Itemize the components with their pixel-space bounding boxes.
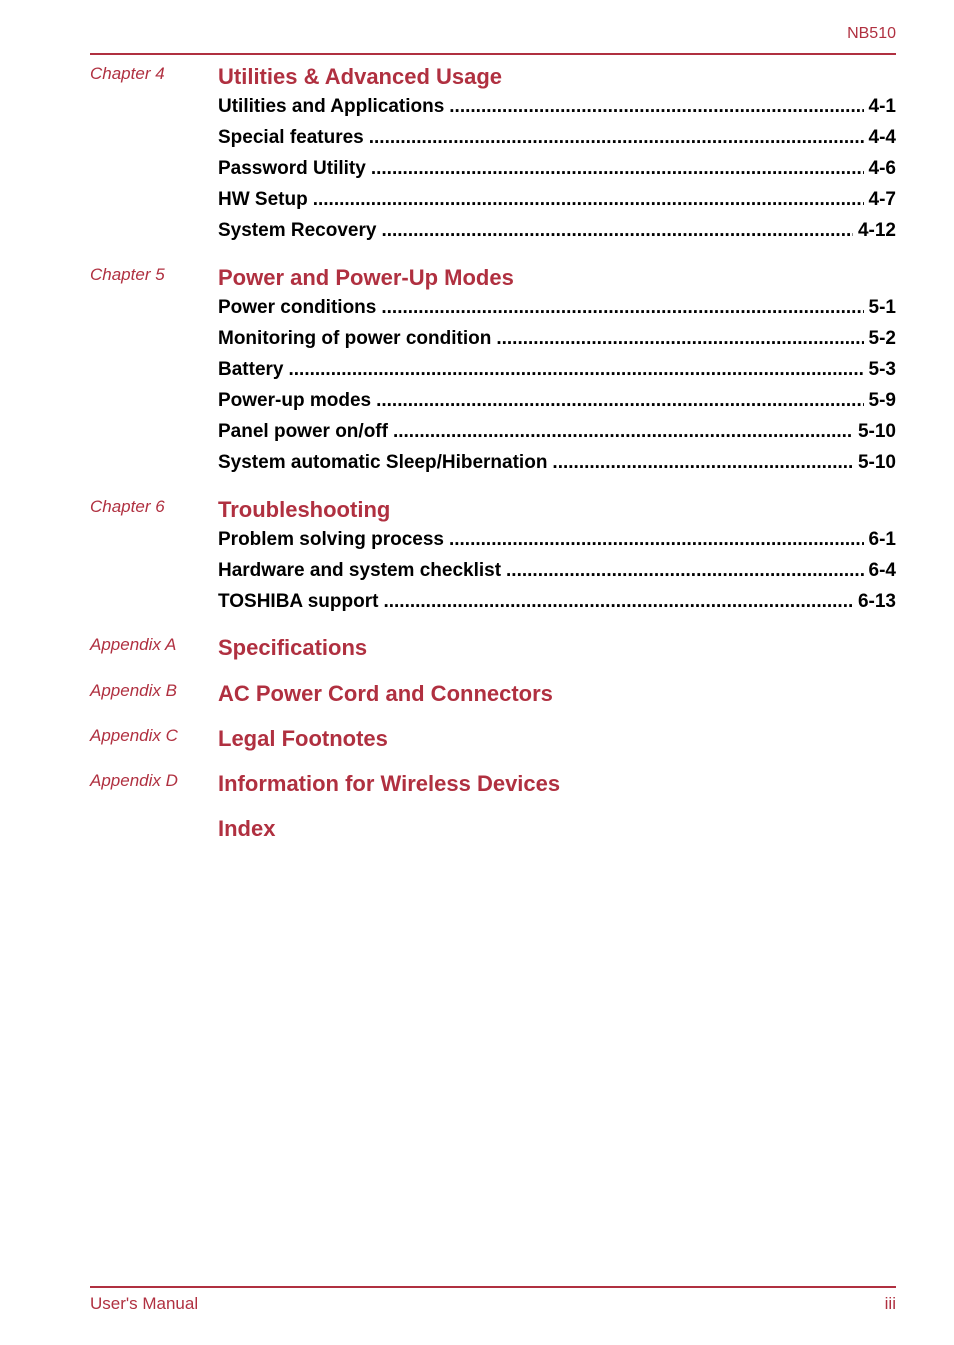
toc-entry[interactable] — [218, 390, 896, 414]
entry-page: 5-9 — [868, 390, 896, 411]
toc-entry[interactable] — [218, 328, 896, 352]
chapter-label: Chapter 6 — [90, 497, 165, 516]
dot-leader — [552, 452, 853, 474]
appendix-label: Appendix A — [90, 635, 177, 654]
toc-entry[interactable] — [218, 158, 896, 182]
dot-leader — [369, 127, 864, 149]
page-number: iii — [884, 1294, 896, 1313]
dot-leader — [383, 591, 853, 613]
entry-title: HW Setup — [218, 189, 308, 210]
entry-title: Password Utility — [218, 158, 366, 179]
appendix-label: Appendix C — [90, 726, 178, 745]
entry-title: System automatic Sleep/Hibernation — [218, 452, 548, 473]
footer-rule — [90, 1286, 896, 1288]
appendix-title[interactable]: Legal Footnotes — [218, 726, 388, 751]
entry-title: Power-up modes — [218, 390, 372, 411]
dot-leader — [506, 560, 864, 582]
chapter-label: Chapter 5 — [90, 265, 165, 284]
dot-leader — [371, 158, 864, 180]
toc-entry[interactable] — [218, 189, 896, 213]
toc-entry[interactable] — [218, 297, 896, 321]
dot-leader — [288, 359, 863, 381]
entry-page: 4-7 — [868, 189, 896, 210]
toc-entry[interactable] — [218, 359, 896, 383]
dot-leader — [449, 96, 863, 118]
header-rule — [90, 53, 896, 55]
index-title[interactable]: Index — [218, 816, 276, 841]
dot-leader — [381, 220, 853, 242]
toc-entry[interactable] — [218, 96, 896, 120]
model-name: NB510 — [847, 25, 896, 42]
entry-title: Monitoring of power condition — [218, 328, 492, 349]
entry-page: 6-4 — [868, 560, 896, 581]
entry-title: Power conditions — [218, 297, 377, 318]
chapter-title[interactable]: Troubleshooting — [218, 497, 391, 522]
toc-entry[interactable] — [218, 591, 896, 615]
entry-title: Special features — [218, 127, 364, 148]
appendix-label: Appendix B — [90, 681, 177, 700]
entry-title: Panel power on/off — [218, 421, 388, 442]
entry-page: 5-10 — [857, 452, 896, 473]
entry-title: Hardware and system checklist — [218, 560, 502, 581]
chapter-title[interactable]: Power and Power-Up Modes — [218, 265, 514, 290]
dot-leader — [376, 390, 863, 412]
entry-page: 4-6 — [868, 158, 896, 179]
entry-page: 6-1 — [868, 529, 896, 550]
dot-leader — [449, 529, 864, 551]
appendix-title[interactable]: Information for Wireless Devices — [218, 771, 561, 796]
entry-page: 5-1 — [868, 297, 896, 318]
entry-title: Problem solving process — [218, 529, 444, 550]
chapter-title[interactable]: Utilities & Advanced Usage — [218, 64, 503, 89]
entry-title: Battery — [218, 359, 284, 380]
toc-entry[interactable] — [218, 529, 896, 553]
entry-page: 4-4 — [868, 127, 896, 148]
dot-leader — [393, 421, 853, 443]
entry-page: 6-13 — [857, 591, 896, 612]
appendix-title[interactable]: Specifications — [218, 635, 368, 660]
toc-entry[interactable] — [218, 127, 896, 151]
toc-entry[interactable] — [218, 220, 896, 244]
footer-manual-title: User's Manual — [90, 1294, 199, 1313]
dot-leader — [496, 328, 863, 350]
toc-entry[interactable] — [218, 452, 896, 476]
entry-title: TOSHIBA support — [218, 591, 379, 612]
appendix-title[interactable]: AC Power Cord and Connectors — [218, 681, 553, 706]
entry-title: System Recovery — [218, 220, 377, 241]
dot-leader — [313, 189, 864, 211]
entry-page: 5-10 — [857, 421, 896, 442]
appendix-label: Appendix D — [90, 771, 178, 790]
toc-entry[interactable] — [218, 421, 896, 445]
entry-title: Utilities and Applications — [218, 96, 445, 117]
entry-page: 4-1 — [868, 96, 896, 117]
dot-leader — [381, 297, 863, 319]
chapter-label: Chapter 4 — [90, 64, 165, 83]
entry-page: 5-2 — [868, 328, 896, 349]
entry-page: 4-12 — [857, 220, 896, 241]
entry-page: 5-3 — [868, 359, 896, 380]
toc-entry[interactable] — [218, 560, 896, 584]
